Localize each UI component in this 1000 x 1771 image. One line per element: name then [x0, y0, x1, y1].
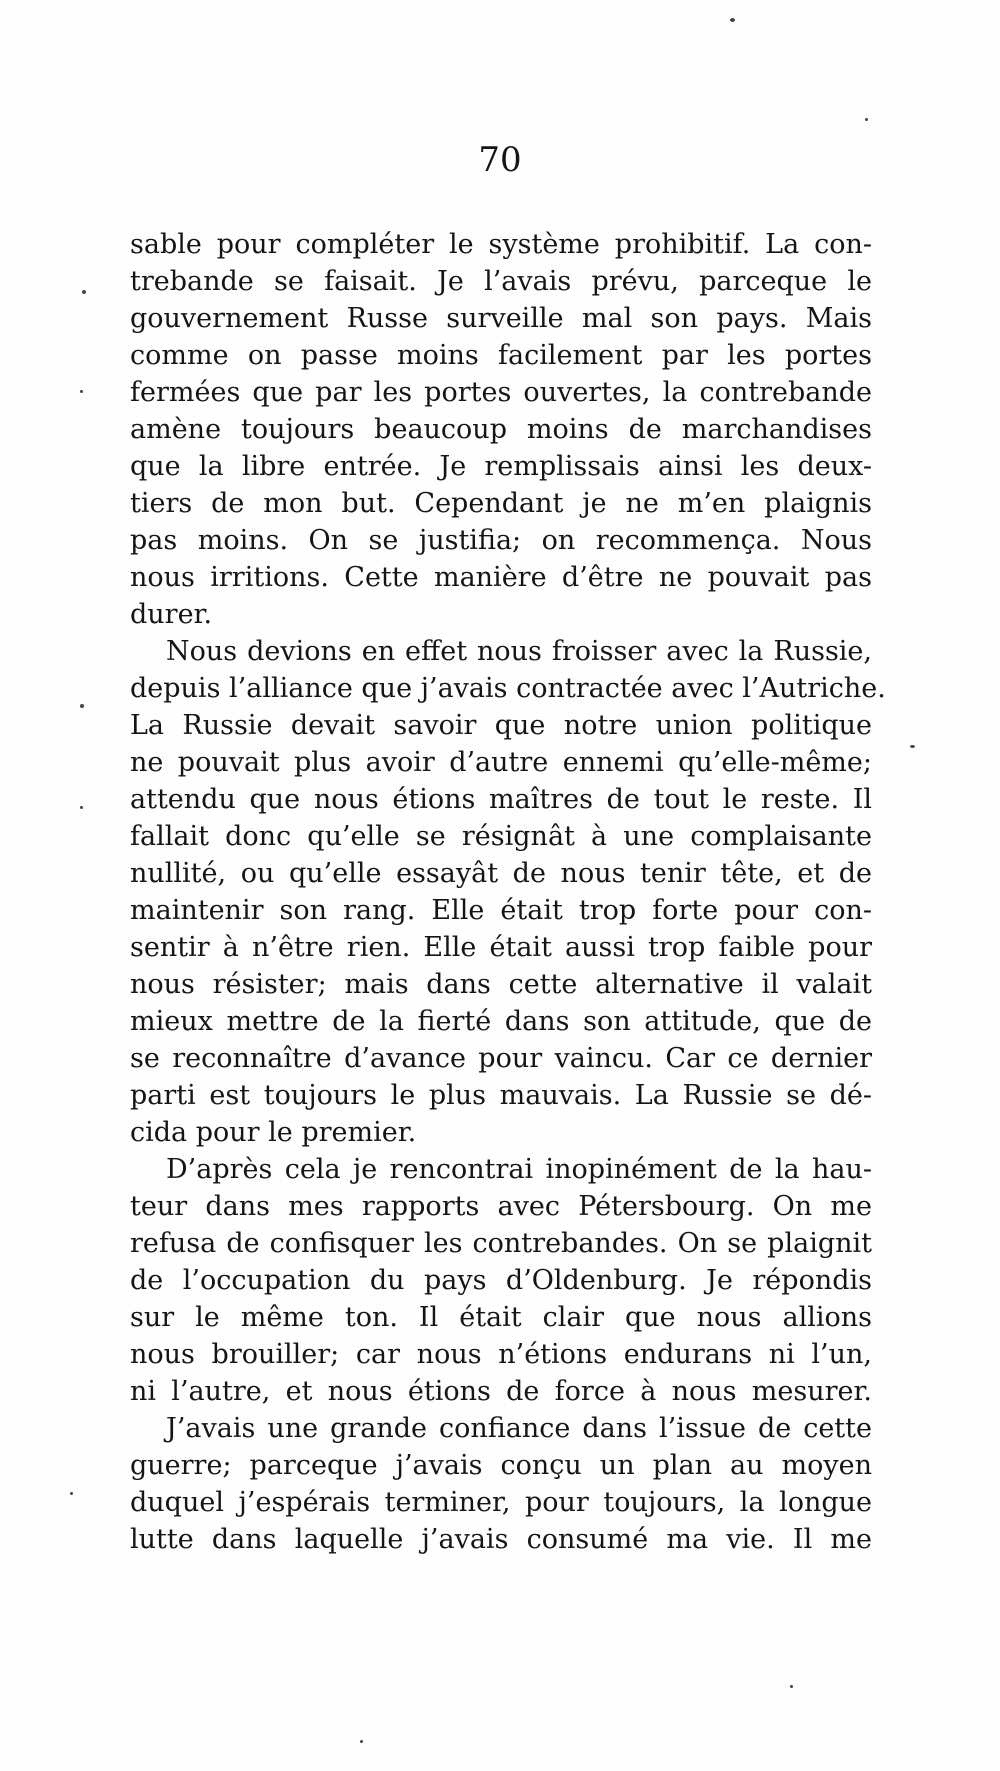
scan-speck [80, 704, 84, 708]
page-number: 70 [478, 140, 522, 180]
text-line: teur dans mes rapports avec Pétersbourg. On me [130, 1191, 872, 1222]
text-line: durer. [130, 599, 213, 630]
text-line: mieux mettre de la fierté dans son attitude, que de [130, 1006, 872, 1037]
text-line: tiers de mon but. Cependant je ne m’en plaignis [130, 488, 872, 519]
scan-speck [730, 18, 735, 22]
scan-speck [790, 1685, 793, 1688]
scan-speck [80, 390, 83, 393]
text-line: La Russie devait savoir que notre union politique [130, 710, 872, 741]
text-line: sable pour compléter le système prohibitif. La con- [130, 229, 872, 260]
text-line: guerre; parceque j’avais conçu un plan au moyen [130, 1450, 872, 1481]
scan-speck [82, 290, 86, 294]
scan-speck [80, 806, 83, 809]
text-line: amène toujours beaucoup moins de marchandises [130, 414, 872, 445]
text-line: se reconnaître d’avance pour vaincu. Car ce dernier [130, 1043, 872, 1074]
scan-speck [865, 118, 868, 121]
text-line: refusa de confisquer les contrebandes. On se plaignit [130, 1228, 872, 1259]
text-line: sur le même ton. Il était clair que nous allions [130, 1302, 872, 1333]
text-line: comme on passe moins facilement par les portes [130, 340, 872, 371]
text-line: duquel j’espérais terminer, pour toujours, la longue [130, 1487, 872, 1518]
text-line: que la libre entrée. Je remplissais ainsi les deux- [130, 451, 872, 482]
text-line: de l’occupation du pays d’Oldenburg. Je répondis [130, 1265, 872, 1296]
text-line: gouvernement Russe surveille mal son pays. Mais [130, 303, 872, 334]
text-line: pas moins. On se justifia; on recommença. Nous [130, 525, 872, 556]
text-line: J’avais une grande confiance dans l’issue de cette [166, 1413, 872, 1444]
text-line: maintenir son rang. Elle était trop forte pour con- [130, 895, 872, 926]
text-line: depuis l’alliance que j’avais contractée avec l’Autriche. [130, 673, 886, 704]
text-line: ne pouvait plus avoir d’autre ennemi qu’elle-même; [130, 747, 872, 778]
text-line: nullité, ou qu’elle essayât de nous tenir tête, et de [130, 858, 872, 889]
scan-speck [70, 1492, 73, 1495]
text-line: trebande se faisait. Je l’avais prévu, parceque le [130, 266, 872, 297]
text-line: lutte dans laquelle j’avais consumé ma vie. Il me [130, 1524, 872, 1555]
text-line: nous brouiller; car nous n’étions endurans ni l’un, [130, 1339, 872, 1370]
text-line: fallait donc qu’elle se résignât à une complaisante [130, 821, 872, 852]
scan-speck [360, 1740, 363, 1743]
text-line: cida pour le premier. [130, 1117, 417, 1148]
text-line: nous résister; mais dans cette alternative il valait [130, 969, 872, 1000]
text-line: Nous devions en effet nous froisser avec la Russie, [166, 636, 872, 667]
text-line: D’après cela je rencontrai inopinément de la hau- [166, 1154, 872, 1185]
body-text [130, 226, 886, 1558]
text-line: parti est toujours le plus mauvais. La Russie se dé- [130, 1080, 872, 1111]
text-line: fermées que par les portes ouvertes, la contrebande [130, 377, 872, 408]
text-line: sentir à n’être rien. Elle était aussi trop faible pour [130, 932, 872, 963]
text-line: nous irritions. Cette manière d’être ne pouvait pas [130, 562, 872, 593]
text-line: ni l’autre, et nous étions de force à nous mesurer. [130, 1376, 872, 1407]
scan-speck [910, 745, 915, 748]
text-line: attendu que nous étions maîtres de tout le reste. Il [130, 784, 872, 815]
